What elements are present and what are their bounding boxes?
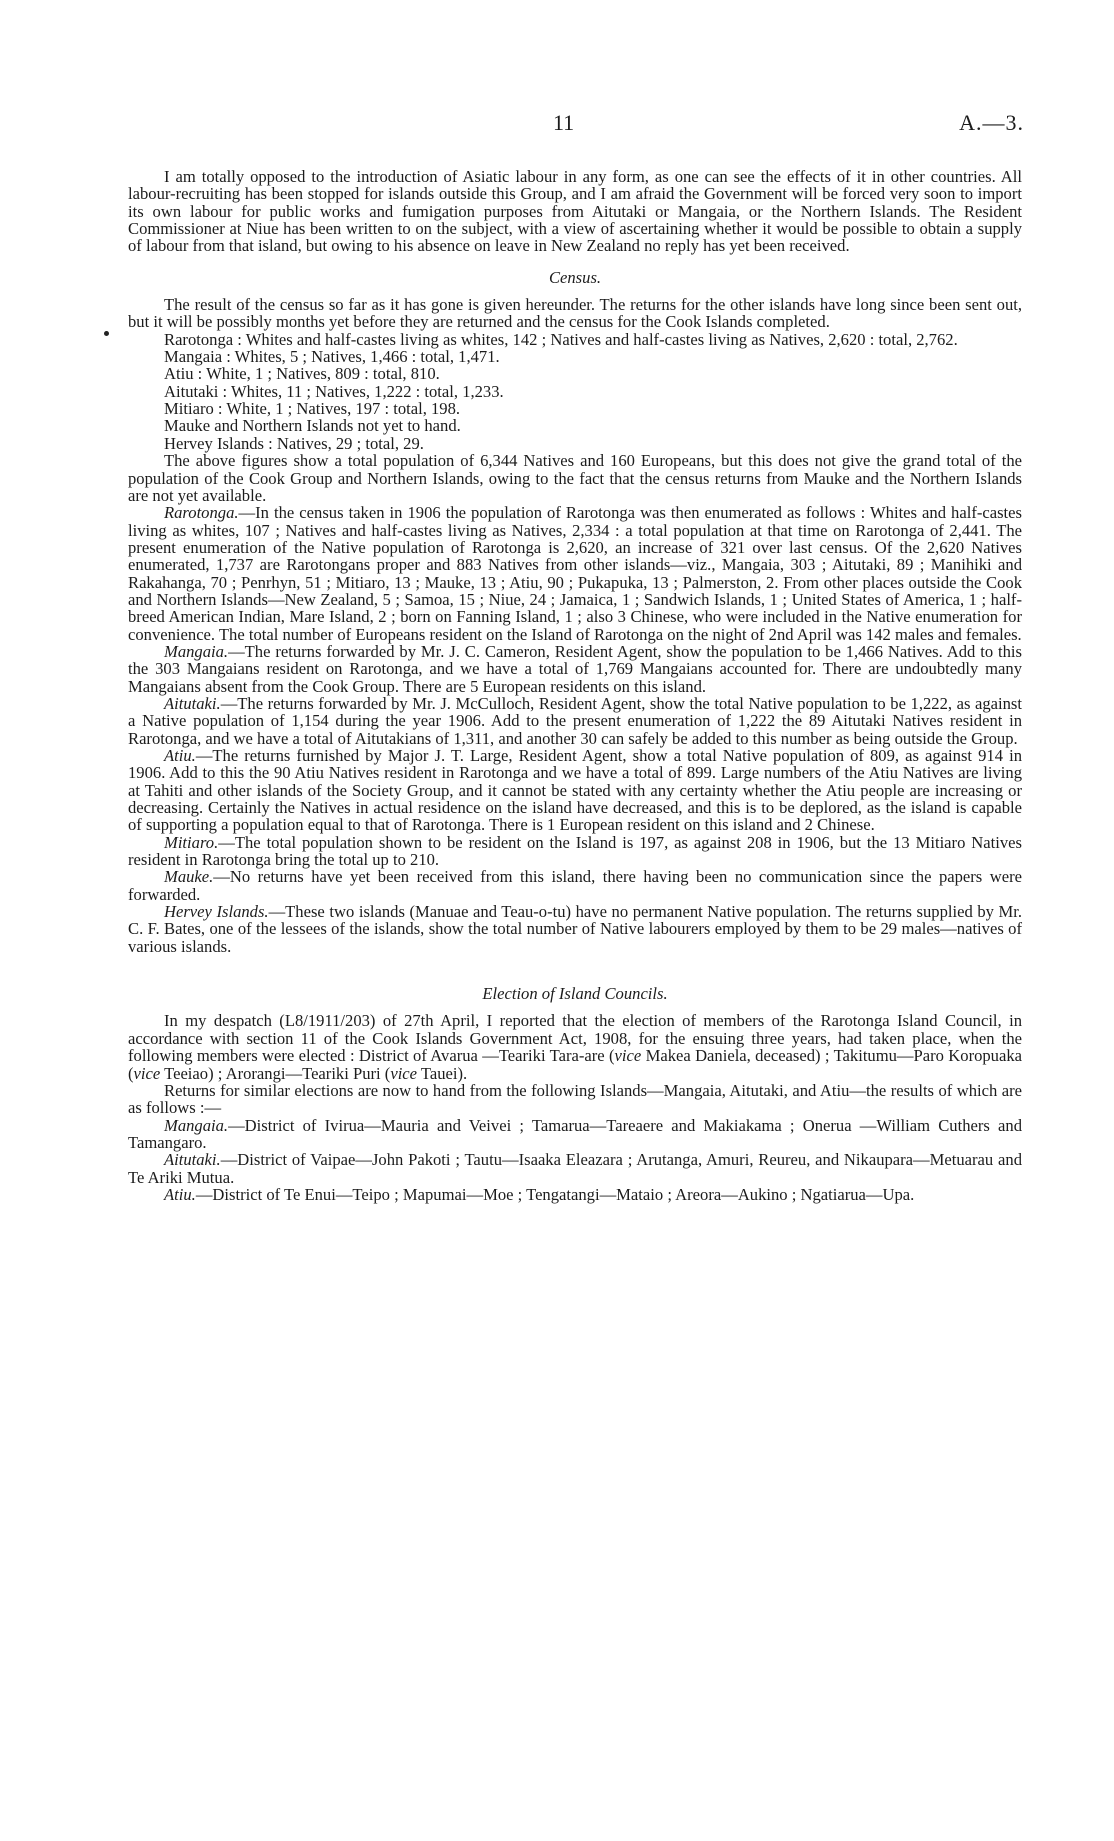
election-atiu-paragraph	[128, 1186, 1022, 1203]
rarotonga-title: Rarotonga.	[164, 503, 239, 523]
mangaia-text: —The returns forwarded by Mr. J. C. Cameron, Resident Agent, show the population to be 1,466 Natives. Add to this the 303 Mangaians resident on Rarotonga, and we have a total of 1,769 Mangaians accounted for. There are undoubtedly many Mangaians absent from the Cook Group. There are 5 European residents on this island.	[128, 641, 1022, 696]
election-text-c: Teeiao) ; Arorangi—Teariki Puri (	[160, 1063, 391, 1083]
atiu-title: Atiu.	[164, 746, 196, 765]
election-aitutaki-title: Aitutaki.	[164, 1150, 221, 1170]
census-aitutaki-paragraph	[128, 695, 1022, 747]
election-returns-paragraph: Returns for similar elections are now to hand from the following Islands—Mangaia, Aitutaki, and Atiu—the results of which are as follows :—	[128, 1080, 1022, 1118]
census-rarotonga-totals: Rarotonga : Whites and half-castes living as whites, 142 ; Natives and half-castes living as Natives, 2,620 : total, 2,762.	[164, 329, 958, 349]
hervey-title: Hervey Islands.	[164, 902, 269, 922]
mitiaro-text: —The total population shown to be resident on the Island is 197, as against 208 in 1906, but the 13 Mitiaro Natives resident in Rarotonga bring the total up to 210.	[128, 832, 1022, 870]
census-line: Atiu : White, 1 ; Natives, 809 : total, 810.	[164, 364, 440, 384]
paragraph-asiatic-labour: I am totally opposed to the introduction of Asiatic labour in any form, as one can see the effects of it in other countries. All labour-recruiting has been stopped for islands outside this Group, and I am afraid the Government will be forced very soon to import its own labour for public works and fumigation purposes from Aitutaki or Mangaia, or the Northern Islands. The Resident Commissioner at Niue has been written to on the subject, with a view of ascertaining whether it would be possible to obtain a supply of labour from that island, but owing to his absence on leave in New Zealand no reply has yet been received.	[128, 167, 1022, 256]
aitutaki-text: —The returns forwarded by Mr. J. McCulloch, Resident Agent, show the total Native population to be 1,222, as against a Native population of 1,154 during the year 1906. Add to the present enumeration of 1,222 the 89 Aitutaki Natives resident in Rarotonga, and we have a total of Aitutakians of 1,311, and another 30 can safely be added to this number as being outside the Group.	[128, 693, 1022, 748]
vice-word: vice	[133, 1063, 161, 1083]
hervey-text: —These two islands (Manuae and Teau-o-tu) have no permanent Native population. The returns supplied by Mr. C. F. Bates, one of the lessees of the islands, show the total number of Native labourers employed by them to be 29 males—natives of various islands.	[128, 902, 1023, 956]
rarotonga-text: —In the census taken in 1906 the population of Rarotonga was then enumerated as follows : Whites and half-castes living as whites, 107 ; Natives and half-castes living as Natives, 2,334 : a total population at that time on Rarotonga of 2,441. The present enumeration of the Native population of Rarotonga is 2,620, an increase of 321 over last census. Of the 2,620 Natives enumerated, 1,737 are Rarotongans proper and 883 Natives from other islands—viz., Mangaia, 303 ; Aitutaki, 89 ; Manihiki and Rakahanga, 70 ; Penrhyn, 51 ; Mitiaro, 13 ; Mauke, 13 ; Atiu, 90 ; Pukapuka, 13 ; Palmerston, 2. From other places outside the Cook and Northern Islands—New Zealand, 5 ; Samoa, 15 ; Niue, 24 ; Jamaica, 1 ; Sandwich Islands, 1 ; United States of America, 1 ; half-breed American Indian, Mare Island, 2 ; born on Fanning Island, 1 ; also 3 Chinese, who were included in the Native enumeration for convenience. The total number of Europeans resident on the Island of Rarotonga on the night of 2nd April was 142 males and females.	[128, 503, 1022, 644]
margin-dot	[104, 331, 109, 336]
census-mitiaro-paragraph	[128, 834, 1022, 869]
census-atiu-paragraph	[128, 747, 1022, 834]
census-line: Aitutaki : Whites, 11 ; Natives, 1,222 : total, 1,233.	[164, 381, 504, 401]
election-mangaia-paragraph	[128, 1117, 1022, 1152]
page-header	[0, 110, 1114, 140]
election-text-d: Tauei).	[417, 1063, 468, 1083]
census-mangaia-paragraph	[128, 643, 1022, 695]
atiu-text: —The returns furnished by Major J. T. Large, Resident Agent, show a total Native population of 809, as against 914 in 1906. Add to this the 90 Atiu Natives resident in Rarotonga and we have a total of 899. Large numbers of the Atiu Natives are living at Tahiti and other islands of the Society Group, and it cannot be stated with any certainty whether the Atiu people are increasing or decreasing. Certainly the Natives in actual residence on the island have decreased, and this is to be deplored, as the island is capable of supporting a population equal to that of Rarotonga. There is 1 European resident on this island and 2 Chinese.	[128, 746, 1022, 835]
census-line: Hervey Islands : Natives, 29 ; total, 29.	[164, 433, 424, 453]
page-number: 11	[553, 110, 575, 135]
census-heading: Census.	[548, 267, 602, 287]
election-aitutaki-paragraph	[128, 1151, 1022, 1186]
election-aitutaki-text: —District of Vaipae—John Pakoti ; Tautu—Isaaka Eleazara ; Arutanga, Amuri, Reureu, and Nikaupara—Metuarau and Te Ariki Mutua.	[128, 1150, 1022, 1187]
election-text-b: Makea Daniela, deceased) ; Takitumu—Paro Koropuaka (	[128, 1046, 1023, 1083]
mauke-title: Mauke.	[164, 867, 214, 887]
document-reference: A.—3.	[959, 110, 1024, 135]
vice-word: vice	[614, 1046, 642, 1066]
census-intro: The result of the census so far as it has gone is given hereunder. The returns for the other islands have long since been sent out, but it will be possibly months yet before they are returned and the census for the Cook Islands completed.	[128, 295, 1022, 332]
election-heading: Election of Island Councils.	[482, 984, 668, 1004]
mauke-text: —No returns have yet been received from this island, there having been no communication since the papers were forwarded.	[128, 867, 1022, 904]
body-text	[128, 168, 1022, 1203]
census-rarotonga-paragraph	[128, 504, 1022, 643]
census-line: Mauke and Northern Islands not yet to hand.	[164, 416, 461, 436]
census-line: Mitiaro : White, 1 ; Natives, 197 : total, 198.	[164, 399, 461, 419]
mangaia-title: Mangaia.	[164, 641, 229, 661]
election-text-a: In my despatch (L8/1911/203) of 27th April, I reported that the election of members of the Rarotonga Island Council, in accordance with section 11 of the Cook Islands Government Act, 1908, for the ensuing three years, had taken place, when the following members were elected : District of Avarua —Teariki Tara-are (	[128, 1011, 1022, 1066]
vice-word: vice	[390, 1063, 418, 1083]
election-mangaia-text: —District of Ivirua—Mauria and Veivei ; Tamarua—Tareaere and Makiakama ; Onerua —William Cuthers and Tamangaro.	[128, 1115, 1022, 1152]
election-atiu-text: —District of Te Enui—Teipo ; Mapumai—Moe ; Tengatangi—Mataio ; Areora—Aukino ; Ngatiarua—Upa.	[195, 1184, 915, 1204]
census-hervey-paragraph	[128, 903, 1022, 955]
election-atiu-title: Atiu.	[164, 1184, 196, 1204]
census-summary: The above figures show a total population of 6,344 Natives and 160 Europeans, but this does not give the grand total of the population of the Cook Group and Northern Islands, owing to the fact that the census returns from Mauke and the Northern Islands are not yet available.	[128, 451, 1022, 505]
aitutaki-title: Aitutaki.	[164, 693, 221, 713]
census-mauke-paragraph	[128, 868, 1022, 903]
election-mangaia-title: Mangaia.	[164, 1115, 229, 1135]
mitiaro-title: Mitiaro.	[164, 832, 219, 852]
election-despatch-paragraph	[128, 1012, 1022, 1081]
census-line: Mangaia : Whites, 5 ; Natives, 1,466 : total, 1,471.	[164, 347, 500, 367]
